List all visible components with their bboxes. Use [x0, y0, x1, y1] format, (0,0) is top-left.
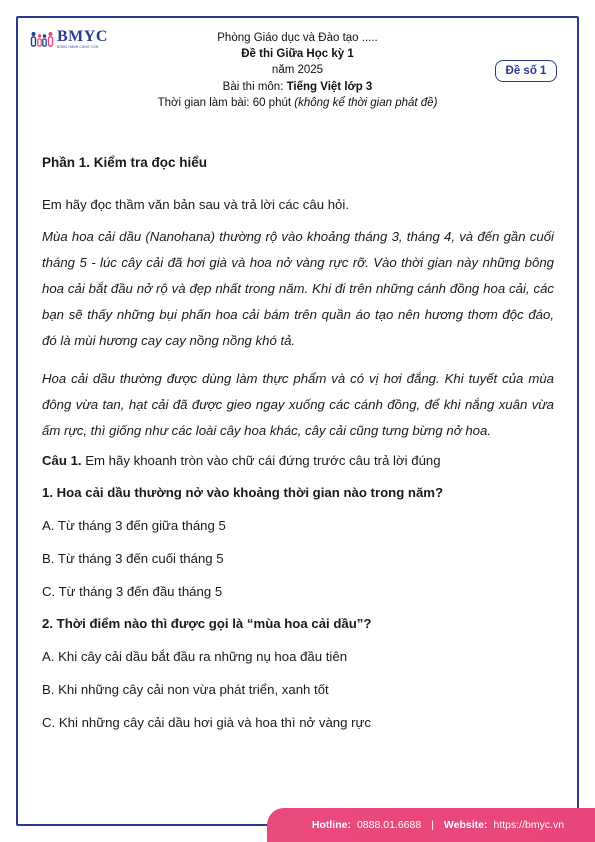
exam-year: năm 2025: [271, 64, 324, 77]
passage-paragraph-1: Mùa hoa cải dầu (Nanohana) thường rộ vào khoảng tháng 3, tháng 4, và đến gần cuối tháng 5 - lúc cây cải đã hơi già và hoa nở vàng rực rỡ. Vào thời gian này những bông hoa cải bắt đầu nở rộ và đẹp nhất trong năm. Khi đi trên những cánh đồng hoa cải, các bạn sẽ thấy những bụi phấn hoa cải bám trên quần áo tạo nên hương thơm độc đáo, đó là mùi hương cay cay nồng nồng khó tả.: [42, 229, 554, 348]
hotline-number[interactable]: 0888.01.6688: [356, 819, 422, 831]
q1-option-a: A. Từ tháng 3 đến giữa tháng 5: [42, 518, 226, 533]
website-label: Website:: [443, 819, 488, 831]
department-line: Phòng Giáo dục và Đào tạo .....: [217, 32, 378, 44]
subject-name: Tiếng Việt lớp 3: [286, 80, 373, 93]
cau1-label: Câu 1.: [42, 453, 82, 468]
question-instruction: [42, 448, 554, 474]
q2-option-a: A. Khi cây cải dầu bắt đầu ra những nụ hoa đầu tiên: [42, 649, 348, 664]
footer-separator: |: [431, 819, 434, 831]
website-link[interactable]: https://bmyc.vn: [493, 819, 565, 831]
duration-note: (không kể thời gian phát đề): [294, 96, 438, 109]
logo-brand-text: BMYC: [57, 28, 108, 45]
exam-title: Đề thi Giữa Học kỳ 1: [241, 48, 354, 61]
instruction-text: Em hãy đọc thầm văn bản sau và trả lời các câu hỏi.: [42, 197, 349, 212]
subject-prefix: Bài thi môn:: [222, 80, 287, 93]
cau1-text: Em hãy khoanh tròn vào chữ cái đứng trước câu trả lời đúng: [81, 453, 441, 468]
q2-option-c: C. Khi những cây cải dầu hơi già và hoa thì nở vàng rực: [42, 715, 371, 730]
contact-footer: [267, 808, 595, 842]
q1-option-c: C. Từ tháng 3 đến đầu tháng 5: [42, 584, 223, 599]
exam-number-badge: Đề số 1: [495, 60, 557, 82]
q2-option-b: B. Khi những cây cải non vừa phát triển, xanh tốt: [42, 682, 329, 697]
question-2: 2. Thời điểm nào thì được gọi là “mùa hoa cải dầu”?: [42, 616, 372, 631]
duration-prefix: Thời gian làm bài: 60 phút: [157, 96, 295, 109]
exam-content: [42, 150, 554, 736]
question-1: 1. Hoa cải dầu thường nở vào khoảng thời gian nào trong năm?: [42, 485, 444, 500]
logo-tagline: ĐỒNG HÀNH CÙNG CON: [57, 45, 99, 49]
q1-option-b: B. Từ tháng 3 đến cuối tháng 5: [42, 551, 224, 566]
section-title: Phần 1. Kiểm tra đọc hiểu: [42, 155, 208, 170]
hotline-label: Hotline:: [311, 819, 351, 831]
duration-line: [0, 95, 595, 111]
passage-paragraph-2: Hoa cải dầu thường được dùng làm thực phẩm và có vị hơi đắng. Khi tuyết của mùa đông vừa tan, hạt cải đã được gieo ngay xuống các cánh đồng, để khi nắng xuân vừa ấm rực, thì giống như các loài cây hoa khác, cây cải cũng tưng bừng nở hoa.: [42, 371, 554, 438]
